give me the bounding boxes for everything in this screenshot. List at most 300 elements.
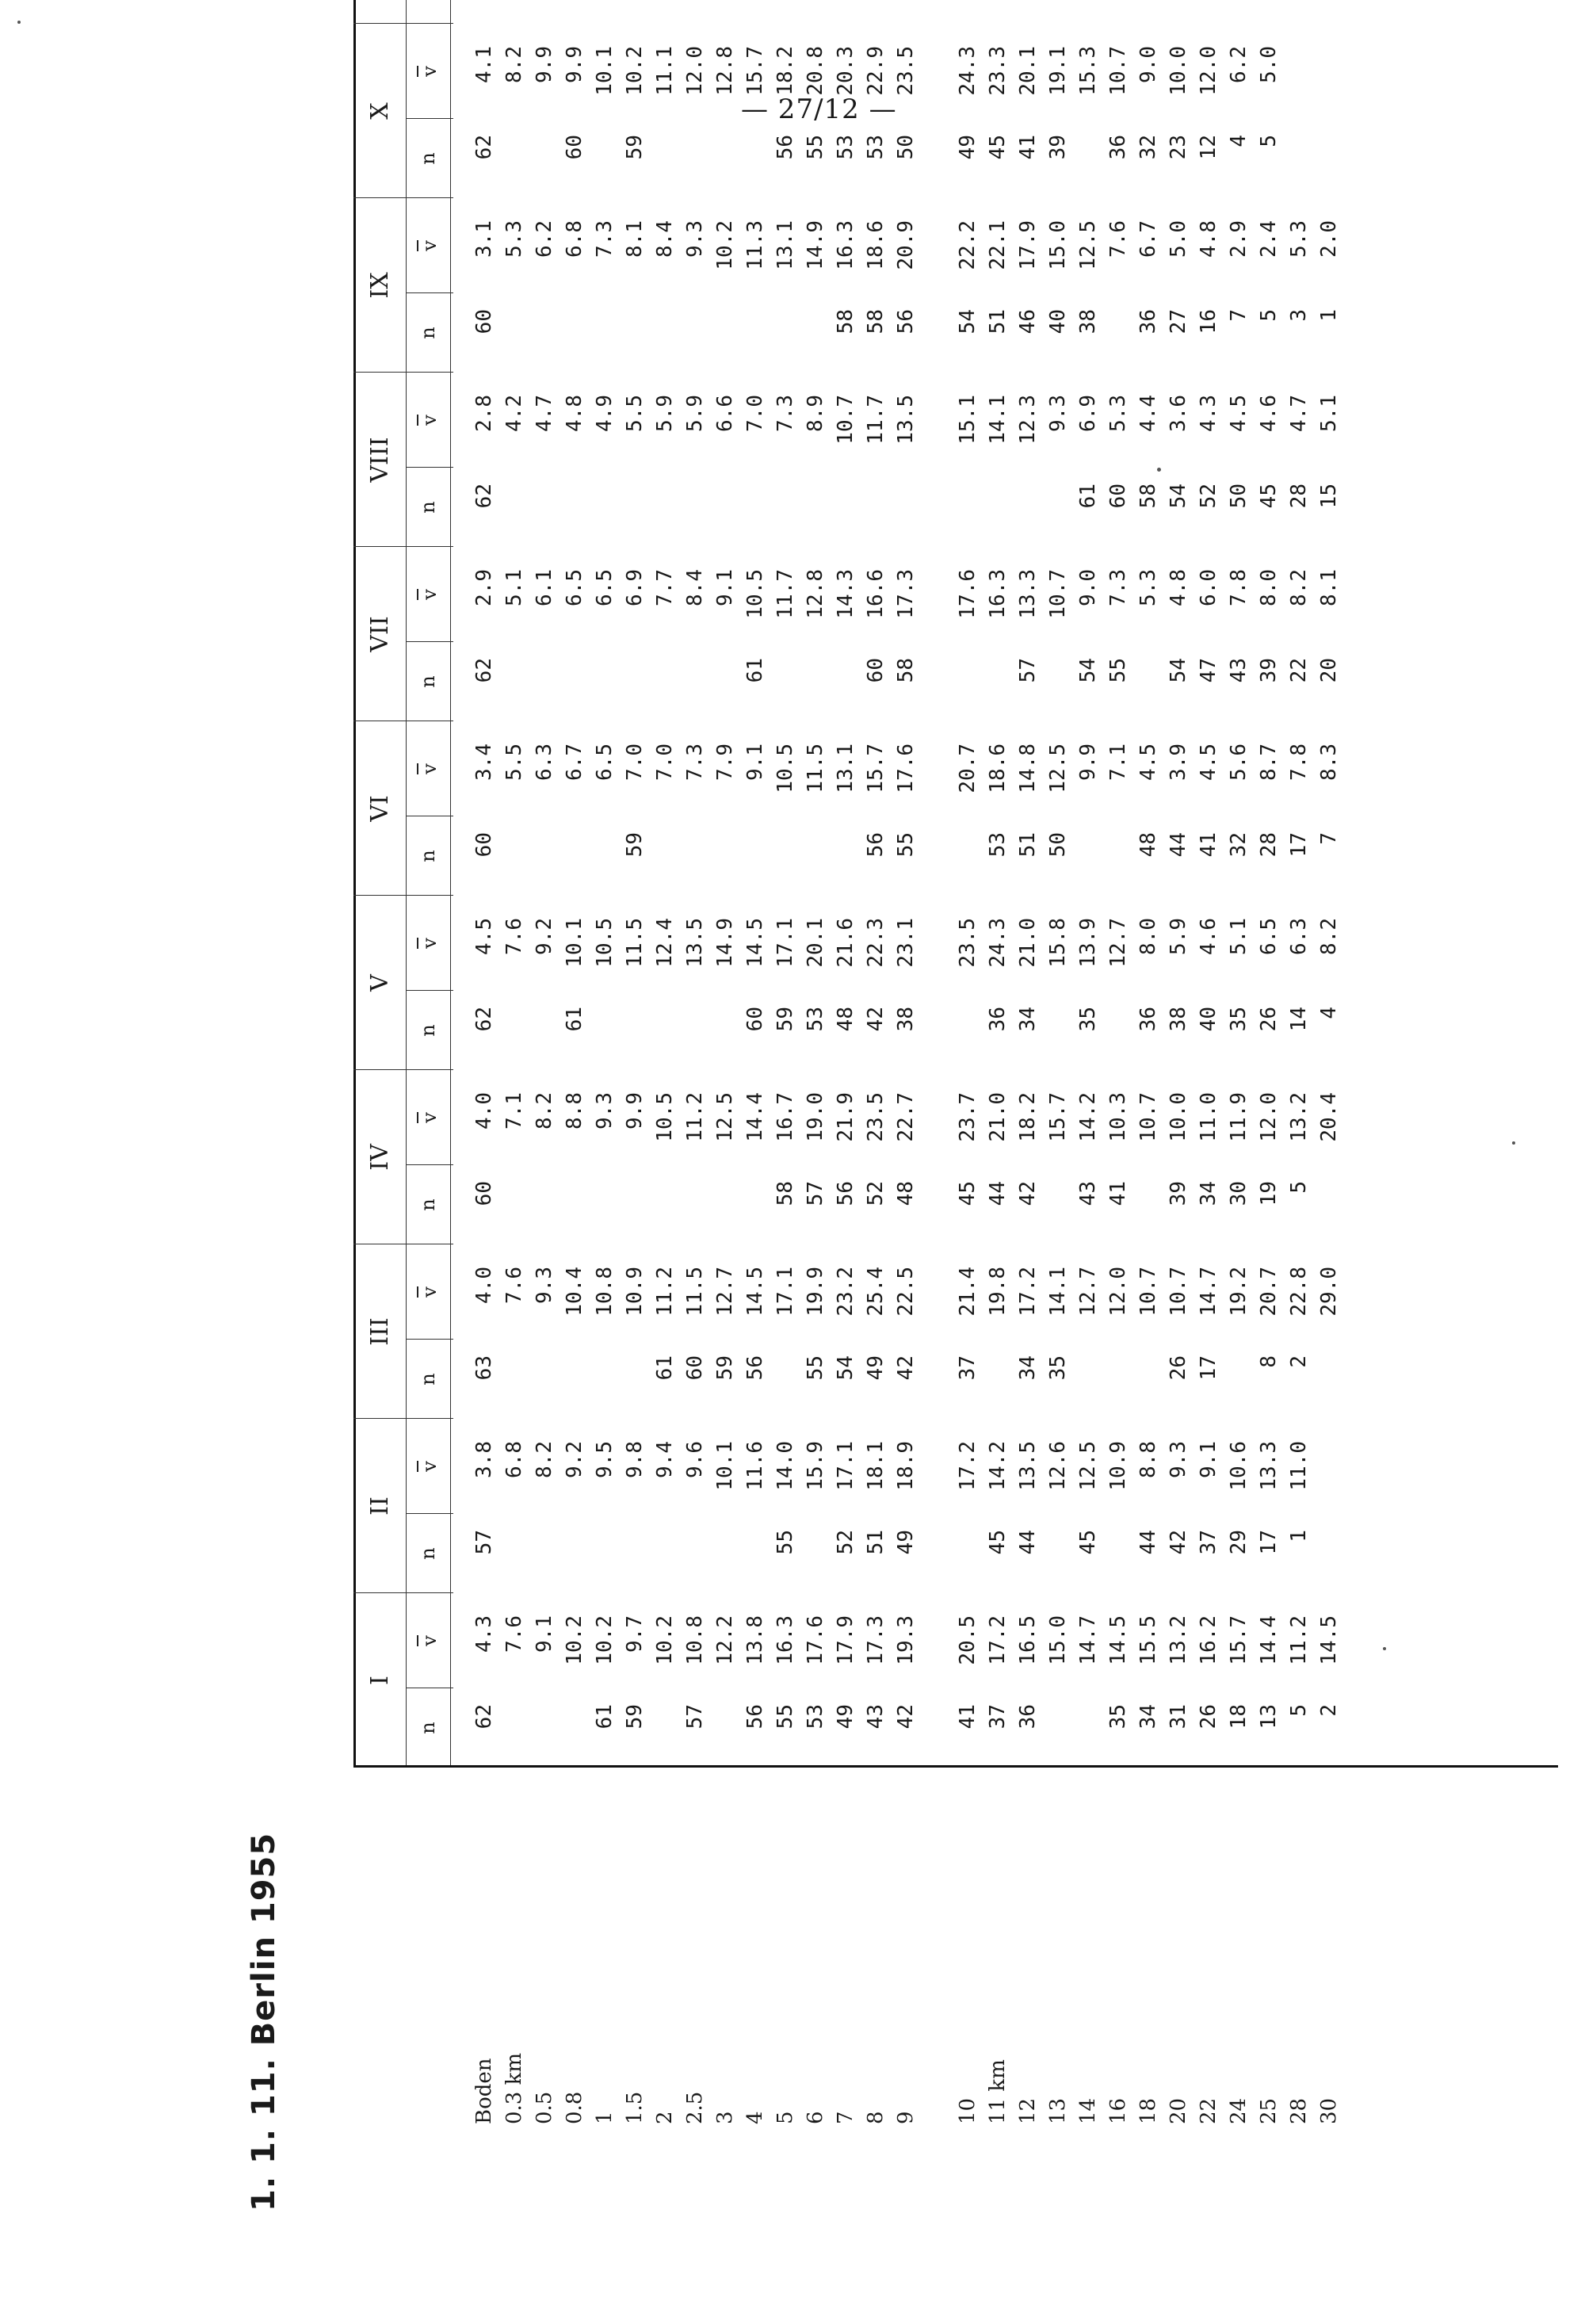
cell-v: 10.1 xyxy=(563,918,586,968)
cell-v: 4.6 xyxy=(1257,395,1281,432)
cell-v: 11.5 xyxy=(623,918,647,968)
cell-n: 55 xyxy=(1106,658,1130,683)
cell-v: 14.7 xyxy=(1076,1615,1100,1665)
month-column-rule xyxy=(353,895,453,896)
cell-n: 49 xyxy=(834,1704,857,1730)
cell-v: 19.1 xyxy=(1046,46,1070,96)
cell-v: 8.0 xyxy=(1257,569,1281,606)
cell-n: 26 xyxy=(1257,1007,1281,1032)
cell-v: 6.5 xyxy=(563,569,586,606)
cell-v: 18.6 xyxy=(864,220,888,270)
v-bar-symbol: v xyxy=(418,938,441,949)
cell-n: 40 xyxy=(1197,1007,1220,1032)
cell-n: 61 xyxy=(563,1007,586,1032)
table-row xyxy=(560,16,590,2211)
cell-v: 10.2 xyxy=(623,46,647,96)
cell-v: 8.4 xyxy=(653,220,677,258)
cell-v: 8.3 xyxy=(1317,743,1341,781)
cell-v: 9.3 xyxy=(593,1092,617,1130)
row-height-label: 1 xyxy=(593,2111,617,2124)
cell-v: 23.2 xyxy=(834,1267,857,1317)
table-row xyxy=(620,16,650,2211)
cell-n: 48 xyxy=(834,1007,857,1032)
cell-v: 17.2 xyxy=(1016,1267,1040,1317)
table-row xyxy=(740,16,770,2211)
cell-n: 59 xyxy=(713,1355,737,1381)
cell-n: 53 xyxy=(864,135,888,160)
cell-n: 34 xyxy=(1136,1704,1160,1730)
subheader-n: n xyxy=(417,327,439,339)
cell-n: 59 xyxy=(623,1704,647,1730)
cell-v: 13.1 xyxy=(834,743,857,793)
cell-v: 12.0 xyxy=(1197,46,1220,96)
cell-v: 4.6 xyxy=(1197,918,1220,955)
subheader-n: n xyxy=(417,501,439,514)
cell-n: 15 xyxy=(1317,484,1341,509)
cell-v: 10.8 xyxy=(683,1615,707,1665)
row-height-label: 2 xyxy=(653,2111,677,2124)
cell-v: 18.6 xyxy=(986,743,1010,793)
row-height-label: 5 xyxy=(773,2111,797,2124)
cell-v: 14.7 xyxy=(1197,1267,1220,1317)
cell-n: 38 xyxy=(1076,309,1100,334)
cell-n: 44 xyxy=(1136,1530,1160,1555)
cell-n: 44 xyxy=(986,1181,1010,1206)
cell-v: 6.9 xyxy=(1076,395,1100,432)
cell-v: 3.1 xyxy=(472,220,496,258)
cell-v: 24.3 xyxy=(956,46,980,96)
cell-n xyxy=(740,0,770,24)
cell-n: 60 xyxy=(743,1007,767,1032)
cell-v: 9.1 xyxy=(1197,1441,1220,1478)
cell-n: 34 xyxy=(1016,1007,1040,1032)
cell-v: 11.7 xyxy=(864,395,888,445)
subheader-v xyxy=(417,579,439,610)
cell-n: 29 xyxy=(1227,1530,1251,1555)
cell-n: 35 xyxy=(1046,1355,1070,1381)
cell-v: 5.9 xyxy=(1167,918,1190,955)
cell-v: 11.2 xyxy=(653,1267,677,1317)
cell-v: 16.3 xyxy=(986,569,1010,619)
cell-v: 21.4 xyxy=(956,1267,980,1317)
cell-v: 14.8 xyxy=(1016,743,1040,793)
cell-n: 56 xyxy=(773,135,797,160)
cell-n: 54 xyxy=(1076,658,1100,683)
cell-n: 4 xyxy=(1317,1007,1341,1019)
cell-v: 5.3 xyxy=(1136,569,1160,606)
cell-v: 9.5 xyxy=(593,1441,617,1478)
cell-n: 58 xyxy=(834,309,857,334)
table-row xyxy=(1043,16,1073,2211)
row-height-label: 24 xyxy=(1227,2097,1251,2124)
cell-v: 10.5 xyxy=(653,1092,677,1142)
cell-v: 8.2 xyxy=(1287,569,1311,606)
cell-v: 23.5 xyxy=(956,918,980,968)
cell-n: 22 xyxy=(1287,658,1311,683)
cell-n: 5 xyxy=(1257,309,1281,322)
row-height-label: 10 xyxy=(956,2097,980,2124)
table-row xyxy=(861,16,891,2211)
cell-n: 62 xyxy=(472,1007,496,1032)
cell-v: 9.9 xyxy=(563,46,586,83)
cell-n: 41 xyxy=(956,1704,980,1730)
cell-v: 22.5 xyxy=(894,1267,918,1317)
cell-v: 4.5 xyxy=(1227,395,1251,432)
cell-v: 10.5 xyxy=(773,743,797,793)
row-height-label: 18 xyxy=(1136,2097,1160,2124)
data-table xyxy=(246,16,1561,2211)
cell-n: 61 xyxy=(743,658,767,683)
cell-n: 2 xyxy=(1287,1355,1311,1368)
cell-v: 5.1 xyxy=(1317,395,1341,432)
cell-v: 6.9 xyxy=(623,569,647,606)
row-height-label: 12 xyxy=(1016,2097,1040,2124)
cell-v: 16.2 xyxy=(1197,1615,1220,1665)
cell-v: 6.5 xyxy=(1257,918,1281,955)
cell-v: 6.3 xyxy=(533,743,556,781)
cell-v: 21.0 xyxy=(1016,918,1040,968)
cell-n xyxy=(1133,0,1163,24)
cell-n: 39 xyxy=(1046,135,1070,160)
month-header-ix: IX xyxy=(366,272,394,299)
cell-n: 60 xyxy=(683,1355,707,1381)
row-height-label: 0.3 km xyxy=(502,2052,526,2124)
cell-v: 4.1 xyxy=(472,46,496,83)
cell-v: 16.5 xyxy=(1016,1615,1040,1665)
cell-n: 53 xyxy=(834,135,857,160)
cell-v: 16.3 xyxy=(834,220,857,270)
cell-n: 23 xyxy=(1167,135,1190,160)
cell-n: 48 xyxy=(1136,832,1160,858)
cell-v: 10.9 xyxy=(623,1267,647,1317)
subcolumn-rule xyxy=(406,467,453,468)
table-row xyxy=(1163,16,1194,2211)
cell-n: 42 xyxy=(1167,1530,1190,1555)
cell-v: 9.3 xyxy=(1046,395,1070,432)
subheader-v xyxy=(417,1102,439,1133)
table-row xyxy=(1284,16,1314,2211)
cell-n: 42 xyxy=(894,1704,918,1730)
cell-n: 57 xyxy=(804,1181,827,1206)
subheader-n: n xyxy=(417,850,439,862)
cell-v: 23.5 xyxy=(864,1092,888,1142)
cell-n: 56 xyxy=(864,832,888,858)
row-height-label: 6 xyxy=(804,2111,827,2124)
cell-n: 30 xyxy=(1227,1181,1251,1206)
table-row xyxy=(891,16,921,2211)
cell-v: 11.0 xyxy=(1287,1441,1311,1491)
cell-v: 9.7 xyxy=(623,1615,647,1653)
cell-n: 26 xyxy=(1167,1355,1190,1381)
cell-v: 12.5 xyxy=(1046,743,1070,793)
cell-n: 12 xyxy=(1197,135,1220,160)
cell-n: 17 xyxy=(1197,1355,1220,1381)
row-height-label: Boden xyxy=(472,2058,496,2124)
cell-n xyxy=(831,0,861,24)
cell-n: 35 xyxy=(1076,1007,1100,1032)
cell-v: 23.7 xyxy=(956,1092,980,1142)
row-height-label: 9 xyxy=(894,2111,918,2124)
cell-v: 9.0 xyxy=(1076,569,1100,606)
cell-v: 7.0 xyxy=(623,743,647,781)
cell-v: 10.1 xyxy=(713,1441,737,1491)
cell-v: 15.8 xyxy=(1046,918,1070,968)
cell-v: 22.7 xyxy=(894,1092,918,1142)
cell-v: 5.5 xyxy=(623,395,647,432)
cell-v: 11.0 xyxy=(1197,1092,1220,1142)
cell-v: 10.7 xyxy=(1136,1092,1160,1142)
cell-v: 17.6 xyxy=(804,1615,827,1665)
cell-v: 5.5 xyxy=(502,743,526,781)
cell-v: 12.5 xyxy=(1076,220,1100,270)
cell-n: 43 xyxy=(1227,658,1251,683)
cell-v: 14.5 xyxy=(1317,1615,1341,1665)
cell-v: 8.2 xyxy=(502,46,526,83)
cell-v: 15.0 xyxy=(1046,220,1070,270)
cell-n: 45 xyxy=(986,1530,1010,1555)
cell-n: 52 xyxy=(864,1181,888,1206)
cell-v: 11.6 xyxy=(743,1441,767,1491)
cell-v: 7.6 xyxy=(502,918,526,955)
row-height-label: 25 xyxy=(1257,2097,1281,2124)
cell-n: 50 xyxy=(894,135,918,160)
scan-speck xyxy=(17,21,21,24)
cell-n: 20 xyxy=(1317,658,1341,683)
table-row xyxy=(770,16,800,2211)
subcolumn-rule xyxy=(406,990,453,991)
cell-v: 15.7 xyxy=(1227,1615,1251,1665)
cell-n: 47 xyxy=(1197,658,1220,683)
cell-n: 61 xyxy=(593,1704,617,1730)
cell-v: 5.3 xyxy=(1287,220,1311,258)
row-height-label: 20 xyxy=(1167,2097,1190,2124)
cell-n: 56 xyxy=(743,1704,767,1730)
cell-n: 34 xyxy=(1197,1181,1220,1206)
table-row xyxy=(710,16,740,2211)
cell-n: 36 xyxy=(1136,309,1160,334)
rotated-table-page xyxy=(246,16,1561,2211)
v-bar-symbol: v xyxy=(418,66,441,77)
cell-v: 20.1 xyxy=(1016,46,1040,96)
cell-v: 17.1 xyxy=(773,1267,797,1317)
cell-n xyxy=(1103,0,1133,24)
table-row xyxy=(469,16,499,2211)
cell-n: 50 xyxy=(1227,484,1251,509)
cell-n: 14 xyxy=(1287,1007,1311,1032)
cell-v: 15.5 xyxy=(1136,1615,1160,1665)
cell-v: 8.2 xyxy=(533,1441,556,1478)
month-header-vi: VI xyxy=(366,795,394,822)
cell-v: 12.3 xyxy=(1016,395,1040,445)
cell-v: 6.2 xyxy=(1227,46,1251,83)
cell-v: 9.0 xyxy=(1136,46,1160,83)
cell-v: 20.4 xyxy=(1317,1092,1341,1142)
subheader-v xyxy=(417,927,439,959)
cell-v: 7.3 xyxy=(593,220,617,258)
cell-v: 12.7 xyxy=(713,1267,737,1317)
cell-v: 4.8 xyxy=(1167,569,1190,606)
row-height-label: 3 xyxy=(713,2111,737,2124)
cell-v: 7.3 xyxy=(683,743,707,781)
cell-n: 28 xyxy=(1287,484,1311,509)
row-height-label: 4 xyxy=(743,2111,767,2124)
cell-v: 15.3 xyxy=(1076,46,1100,96)
cell-v: 9.8 xyxy=(623,1441,647,1478)
subheader-v xyxy=(417,230,439,262)
cell-n xyxy=(469,0,499,24)
cell-v: 23.1 xyxy=(894,918,918,968)
cell-v: 10.2 xyxy=(563,1615,586,1665)
v-bar-symbol: v xyxy=(418,1635,441,1646)
cell-v: 7.6 xyxy=(502,1267,526,1304)
cell-v: 4.3 xyxy=(1197,395,1220,432)
cell-v: 5.1 xyxy=(502,569,526,606)
month-column-rule xyxy=(353,23,453,24)
cell-v: 20.9 xyxy=(894,220,918,270)
cell-v: 2.9 xyxy=(1227,220,1251,258)
table-row xyxy=(1103,16,1133,2211)
table-row xyxy=(1133,16,1163,2211)
cell-v: 11.3 xyxy=(743,220,767,270)
cell-v: 17.6 xyxy=(894,743,918,793)
cell-v: 7.6 xyxy=(502,1615,526,1653)
cell-v: 21.0 xyxy=(986,1092,1010,1142)
month-header-iii: III xyxy=(366,1317,394,1346)
cell-v: 11.2 xyxy=(1287,1615,1311,1665)
cell-v: 4.2 xyxy=(502,395,526,432)
cell-v: 13.5 xyxy=(1016,1441,1040,1491)
row-height-label: 14 xyxy=(1076,2097,1100,2124)
cell-v: 4.5 xyxy=(1136,743,1160,781)
month-column-rule xyxy=(353,372,453,373)
subheader-n: n xyxy=(417,675,439,688)
cell-n: 41 xyxy=(1197,832,1220,858)
cell-n: 60 xyxy=(864,658,888,683)
cell-v: 14.3 xyxy=(834,569,857,619)
cell-v: 20.7 xyxy=(956,743,980,793)
cell-n: 53 xyxy=(986,832,1010,858)
cell-v: 22.3 xyxy=(864,918,888,968)
cell-v: 3.8 xyxy=(472,1441,496,1478)
cell-v: 8.7 xyxy=(1257,743,1281,781)
cell-v: 3.6 xyxy=(1167,395,1190,432)
cell-n: 38 xyxy=(1167,1007,1190,1032)
month-header-xi xyxy=(366,0,398,24)
table-row xyxy=(983,16,1013,2211)
cell-v: 17.6 xyxy=(956,569,980,619)
cell-v: 9.9 xyxy=(533,46,556,83)
cell-v: 22.2 xyxy=(956,220,980,270)
cell-v: 13.9 xyxy=(1076,918,1100,968)
cell-v: 19.8 xyxy=(986,1267,1010,1317)
subcolumn-rule xyxy=(406,292,453,293)
v-bar-symbol: v xyxy=(418,1461,441,1472)
cell-n xyxy=(1043,0,1073,24)
cell-n: 62 xyxy=(472,135,496,160)
cell-v: 12.5 xyxy=(713,1092,737,1142)
cell-v: 16.3 xyxy=(773,1615,797,1665)
cell-v: 12.0 xyxy=(1106,1267,1130,1317)
cell-v: 10.6 xyxy=(1227,1441,1251,1491)
table-row xyxy=(1073,16,1103,2211)
cell-v: 12.8 xyxy=(804,569,827,619)
cell-v: 5.0 xyxy=(1257,46,1281,83)
cell-v: 17.2 xyxy=(986,1615,1010,1665)
row-height-label: 11 km xyxy=(986,2059,1010,2124)
cell-v: 6.5 xyxy=(593,569,617,606)
subheader-n: n xyxy=(417,1722,439,1734)
cell-v: 6.3 xyxy=(1287,918,1311,955)
cell-v: 5.3 xyxy=(1106,395,1130,432)
cell-v: 9.3 xyxy=(533,1267,556,1304)
cell-v: 4.4 xyxy=(1136,395,1160,432)
row-height-label: 22 xyxy=(1197,2097,1220,2124)
cell-n: 40 xyxy=(1046,309,1070,334)
cell-n: 44 xyxy=(1016,1530,1040,1555)
cell-v: 13.2 xyxy=(1167,1615,1190,1665)
subcolumn-rule xyxy=(406,641,453,642)
cell-n xyxy=(953,0,983,24)
cell-n xyxy=(680,0,710,24)
cell-n: 8 xyxy=(1257,1355,1281,1368)
cell-n: 56 xyxy=(834,1181,857,1206)
cell-n: 59 xyxy=(623,832,647,858)
cell-n xyxy=(1013,0,1043,24)
cell-n: 55 xyxy=(804,1355,827,1381)
cell-v: 9.2 xyxy=(563,1441,586,1478)
cell-n: 45 xyxy=(1257,484,1281,509)
cell-v: 17.1 xyxy=(834,1441,857,1491)
subcolumn-rule xyxy=(406,1339,453,1340)
cell-v: 6.7 xyxy=(563,743,586,781)
row-height-label: 1.5 xyxy=(623,2091,647,2124)
cell-v: 15.0 xyxy=(1046,1615,1070,1665)
cell-n: 55 xyxy=(804,135,827,160)
cell-n: 5 xyxy=(1287,1704,1311,1717)
cell-v: 7.0 xyxy=(743,395,767,432)
cell-n: 61 xyxy=(653,1355,677,1381)
cell-v: 16.7 xyxy=(773,1092,797,1142)
cell-n: 54 xyxy=(1167,484,1190,509)
cell-v: 15.7 xyxy=(743,46,767,96)
cell-n: 3 xyxy=(1287,309,1311,322)
cell-v: 24.3 xyxy=(986,918,1010,968)
cell-v: 13.5 xyxy=(894,395,918,445)
cell-v: 6.0 xyxy=(1197,569,1220,606)
cell-v: 19.2 xyxy=(1227,1267,1251,1317)
cell-n: 4 xyxy=(1227,135,1251,147)
cell-v: 9.1 xyxy=(743,743,767,781)
month-header-viii: VIII xyxy=(366,437,394,483)
cell-n: 26 xyxy=(1197,1704,1220,1730)
cell-v: 2.8 xyxy=(472,395,496,432)
cell-n: 7 xyxy=(1227,309,1251,322)
cell-v: 6.8 xyxy=(502,1441,526,1478)
cell-v: 12.0 xyxy=(683,46,707,96)
cell-v: 10.7 xyxy=(1136,1267,1160,1317)
cell-n: 59 xyxy=(773,1007,797,1032)
cell-n: 13 xyxy=(1257,1704,1281,1730)
cell-v: 5.0 xyxy=(1167,220,1190,258)
cell-n xyxy=(983,0,1013,24)
cell-v: 8.0 xyxy=(1136,918,1160,955)
subheader-n: n xyxy=(417,1547,439,1560)
cell-v: 13.5 xyxy=(683,918,707,968)
cell-v: 14.4 xyxy=(743,1092,767,1142)
cell-n: 51 xyxy=(1016,832,1040,858)
v-bar-symbol: v xyxy=(418,1112,441,1123)
cell-v: 7.8 xyxy=(1287,743,1311,781)
